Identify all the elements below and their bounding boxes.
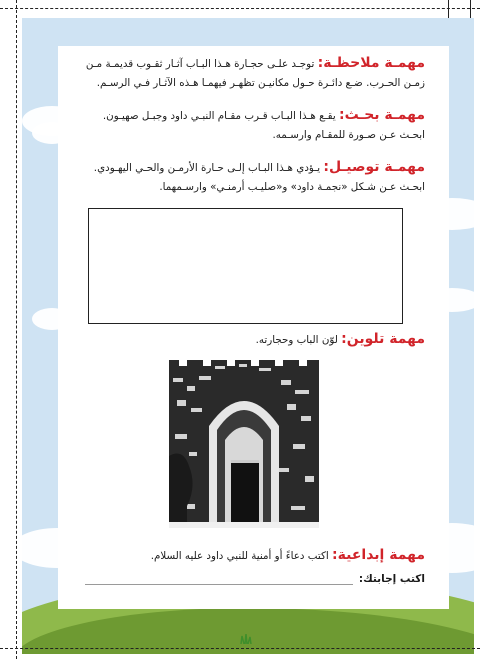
- observation-text-2: زمـن الحـرب. ضـع دائـرة حـول مكانيـن تظهـر فيهمـا هـذه الآثـار فـي الرسـم.: [96, 77, 425, 89]
- drawing-box[interactable]: [88, 208, 403, 324]
- connection-title: مهمـة توصيـل:: [323, 159, 425, 175]
- door-photo[interactable]: [169, 356, 319, 528]
- left-dashed-guide: [16, 0, 17, 659]
- answer-field[interactable]: [85, 574, 353, 585]
- coloring-task: [256, 330, 425, 350]
- grass-icon: [240, 634, 252, 644]
- connection-line-1: [94, 158, 425, 178]
- worksheet-card: [58, 46, 449, 609]
- coloring-text: لوّن الباب وحجارته.: [255, 334, 338, 346]
- answer-row: [85, 573, 425, 585]
- door-illustration: [169, 356, 319, 528]
- right-guide-line: [448, 0, 449, 18]
- answer-label: اكتب إجابتك:: [358, 573, 425, 585]
- observation-title: مهمـة ملاحظـة:: [317, 55, 425, 71]
- observation-text-1: توجـد علـى حجـارة هـذا البـاب آثـار ثقـوب قديمـة مـن: [85, 58, 315, 70]
- research-title: مهمـة بحـث:: [339, 107, 425, 123]
- observation-task: [86, 54, 425, 93]
- connection-task: [94, 158, 425, 197]
- research-line-1: [103, 106, 425, 126]
- research-task: [103, 106, 425, 145]
- coloring-title: مهمة تلوين:: [341, 331, 425, 347]
- bottom-rule: [0, 648, 480, 649]
- research-text-2: ابحـث عـن صـورة للمقـام وارسـمه.: [272, 129, 425, 141]
- connection-text-1: يـؤدي هـذا البـاب إلـى حـارة الأرمـن والحـي اليهـودي.: [93, 162, 321, 174]
- observation-line-2: [86, 74, 425, 93]
- connection-text-2: ابحـث عـن شـكل «نجمـة داود» و«صليـب أرمنـي» وارسـمهما.: [159, 181, 425, 193]
- right-guide-line-2: [470, 0, 471, 18]
- connection-line-2: [94, 178, 425, 197]
- top-rule: [0, 8, 480, 9]
- creative-task: [151, 546, 425, 566]
- research-text-1: يقـع هـذا البـاب قـرب مقـام النبـي داود وجبـل صهيـون.: [102, 110, 336, 122]
- creative-title: مهمة إبداعية:: [332, 547, 425, 563]
- creative-text: اكتب دعاءً أو أمنية للنبي داود عليه السلام.: [150, 550, 329, 562]
- coloring-line: [256, 330, 425, 350]
- research-line-2: [103, 126, 425, 145]
- observation-line-1: [86, 54, 425, 74]
- creative-line: [151, 546, 425, 566]
